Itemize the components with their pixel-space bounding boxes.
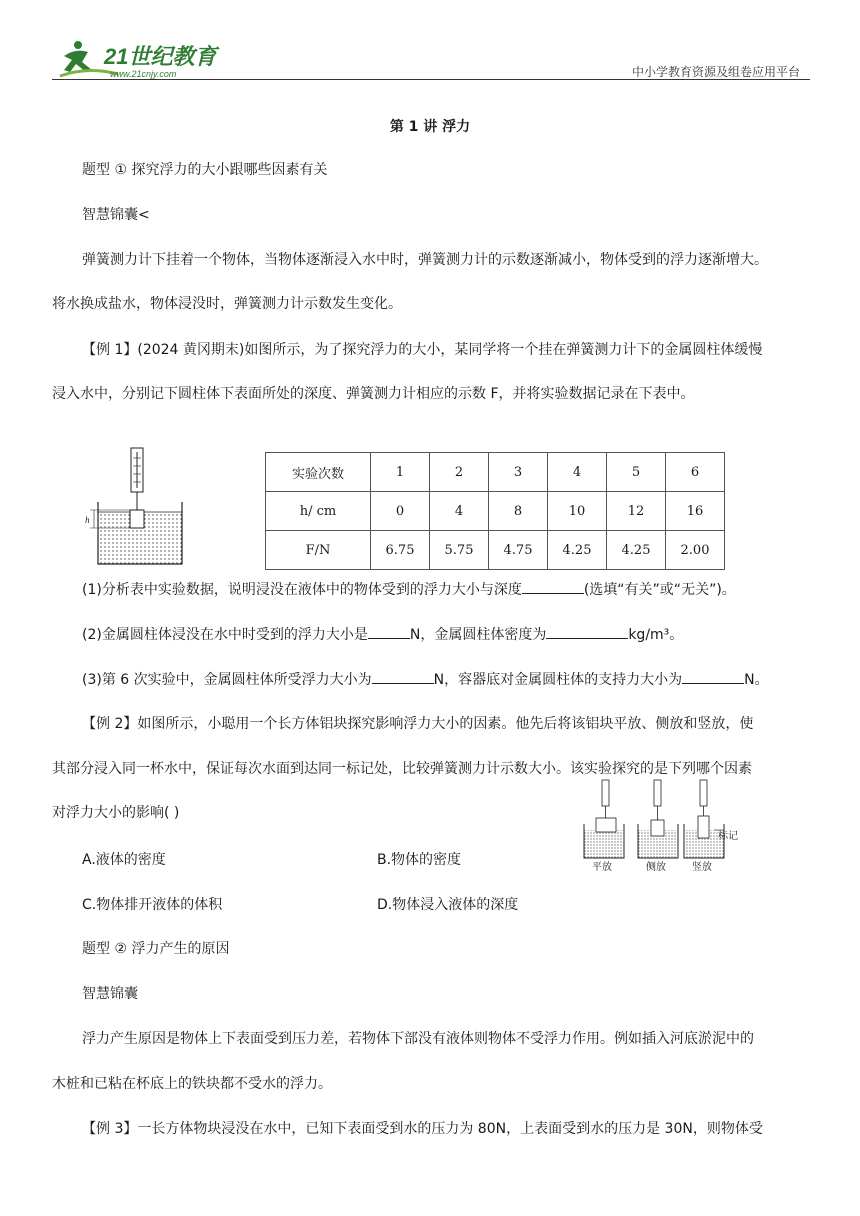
table-cell: 2 [430, 453, 489, 492]
row-header-depth: h/ cm [266, 492, 371, 531]
header-divider [52, 79, 810, 80]
table-cell: 0 [371, 492, 430, 531]
table-cell: 10 [548, 492, 607, 531]
section2-tip-line2: 木桩和已粘在杯底上的铁块都不受水的浮力。 [52, 1076, 332, 1092]
table-cell: 12 [607, 492, 666, 531]
table-cell: 4.25 [607, 531, 666, 570]
answer-blank[interactable] [682, 669, 744, 684]
question-2 [82, 624, 683, 645]
question-3-unit: N。 [744, 672, 769, 688]
lesson-title: 第 1 讲 浮力 [389, 119, 471, 135]
example1-figure [84, 446, 184, 566]
section1-tip-heading: 智慧锦囊< [82, 207, 150, 223]
table-row [266, 453, 725, 492]
section1-tip-line1: 弹簧测力计下挂着一个物体，当物体逐渐浸入水中时，弹簧测力计的示数逐渐减小，物体受到的浮力逐渐增大。 [82, 252, 768, 268]
option-d[interactable]: D.物体浸入液体的深度 [377, 897, 519, 913]
table-cell: 6 [666, 453, 725, 492]
experiment-table [265, 452, 725, 570]
table-cell: 8 [489, 492, 548, 531]
table-cell: 1 [371, 453, 430, 492]
question-3 [82, 669, 769, 690]
question-2-text: (2)金属圆柱体浸没在水中时受到的浮力大小是 [82, 627, 368, 643]
table-cell: 5 [607, 453, 666, 492]
option-c[interactable]: C.物体排开液体的体积 [82, 897, 223, 913]
spring-scale-icon [131, 448, 143, 510]
table-cell: 4.75 [489, 531, 548, 570]
section2-tip-heading: 智慧锦囊 [82, 986, 138, 1002]
row-header-trial: 实验次数 [266, 453, 371, 492]
example2-line2: 其部分浸入同一杯水中，保证每次水面到达同一标记处，比较弹簧测力计示数大小。该实验探究的是下列哪个因素 [52, 761, 752, 777]
example2-figure [578, 778, 748, 874]
table-cell: 6.75 [371, 531, 430, 570]
table-row [266, 492, 725, 531]
cylinder-icon [130, 510, 144, 528]
question-3-text: (3)第 6 次实验中，金属圆柱体所受浮力大小为 [82, 672, 372, 688]
logo-text: 21世纪教育 [104, 44, 217, 69]
spring-scale-icon [700, 780, 707, 816]
depth-label: h [85, 515, 90, 525]
example1-line1: 【例 1】(2024 黄冈期末)如图所示，为了探究浮力的大小，某同学将一个挂在弹簧测力计下的金属圆柱体缓慢 [82, 342, 763, 358]
table-cell: 5.75 [430, 531, 489, 570]
table-cell: 2.00 [666, 531, 725, 570]
spring-scale-icon [654, 780, 661, 820]
option-a[interactable]: A.液体的密度 [82, 852, 166, 868]
question-2-unit: kg/m³。 [628, 627, 684, 643]
flat-label: 平放 [592, 862, 612, 873]
site-logo [58, 36, 228, 84]
question-1-text: (1)分析表中实验数据，说明浸没在液体中的物体受到的浮力大小与深度 [82, 582, 522, 598]
example2-line1: 【例 2】如图所示，小聪用一个长方体铝块探究影响浮力大小的因素。他先后将该铝块平放、侧放和竖放，使 [82, 716, 754, 732]
section1-heading: 题型 ① 探究浮力的大小跟哪些因素有关 [82, 162, 328, 178]
example3-line1: 【例 3】一长方体物块浸没在水中，已知下表面受到水的压力为 80N，上表面受到水的压力是 30N，则物体受 [82, 1121, 763, 1137]
table-cell: 16 [666, 492, 725, 531]
site-name: 中小学教育资源及组卷应用平台 [631, 65, 800, 79]
spring-scale-icon [602, 780, 609, 818]
answer-blank[interactable] [522, 579, 584, 594]
question-1 [82, 579, 736, 600]
beaker-icon [584, 818, 624, 858]
option-b[interactable]: B.物体的密度 [377, 852, 462, 868]
table-cell: 4.25 [548, 531, 607, 570]
section2-heading: 题型 ② 浮力产生的原因 [82, 941, 230, 957]
mark-label: 标记 [718, 831, 738, 842]
section2-tip-line1: 浮力产生原因是物体上下表面受到压力差，若物体下部没有液体则物体不受浮力作用。例如插入河底淤泥中的 [82, 1031, 754, 1047]
question-3-text-b: N，容器底对金属圆柱体的支持力大小为 [433, 672, 683, 688]
answer-blank[interactable] [372, 669, 434, 684]
beaker-icon [638, 820, 678, 858]
table-cell: 3 [489, 453, 548, 492]
answer-blank[interactable] [368, 624, 410, 639]
question-1-hint: (选填“有关”或“无关”)。 [583, 582, 736, 598]
example1-line2: 浸入水中，分别记下圆柱体下表面所处的深度、弹簧测力计相应的示数 F，并将实验数据记录在下表中。 [52, 386, 695, 402]
section1-tip-line2: 将水换成盐水，物体浸没时，弹簧测力计示数发生变化。 [52, 296, 402, 312]
logo-url: www.21cnjy.com [110, 69, 177, 79]
table-cell: 4 [430, 492, 489, 531]
question-2-text-b: N，金属圆柱体密度为 [409, 627, 547, 643]
answer-blank[interactable] [546, 624, 628, 639]
table-cell: 4 [548, 453, 607, 492]
table-row [266, 531, 725, 570]
example2-line3: 对浮力大小的影响( ) [52, 805, 180, 821]
row-header-force: F/N [266, 531, 371, 570]
vertical-label: 竖放 [692, 862, 712, 873]
side-label: 侧放 [646, 862, 666, 873]
